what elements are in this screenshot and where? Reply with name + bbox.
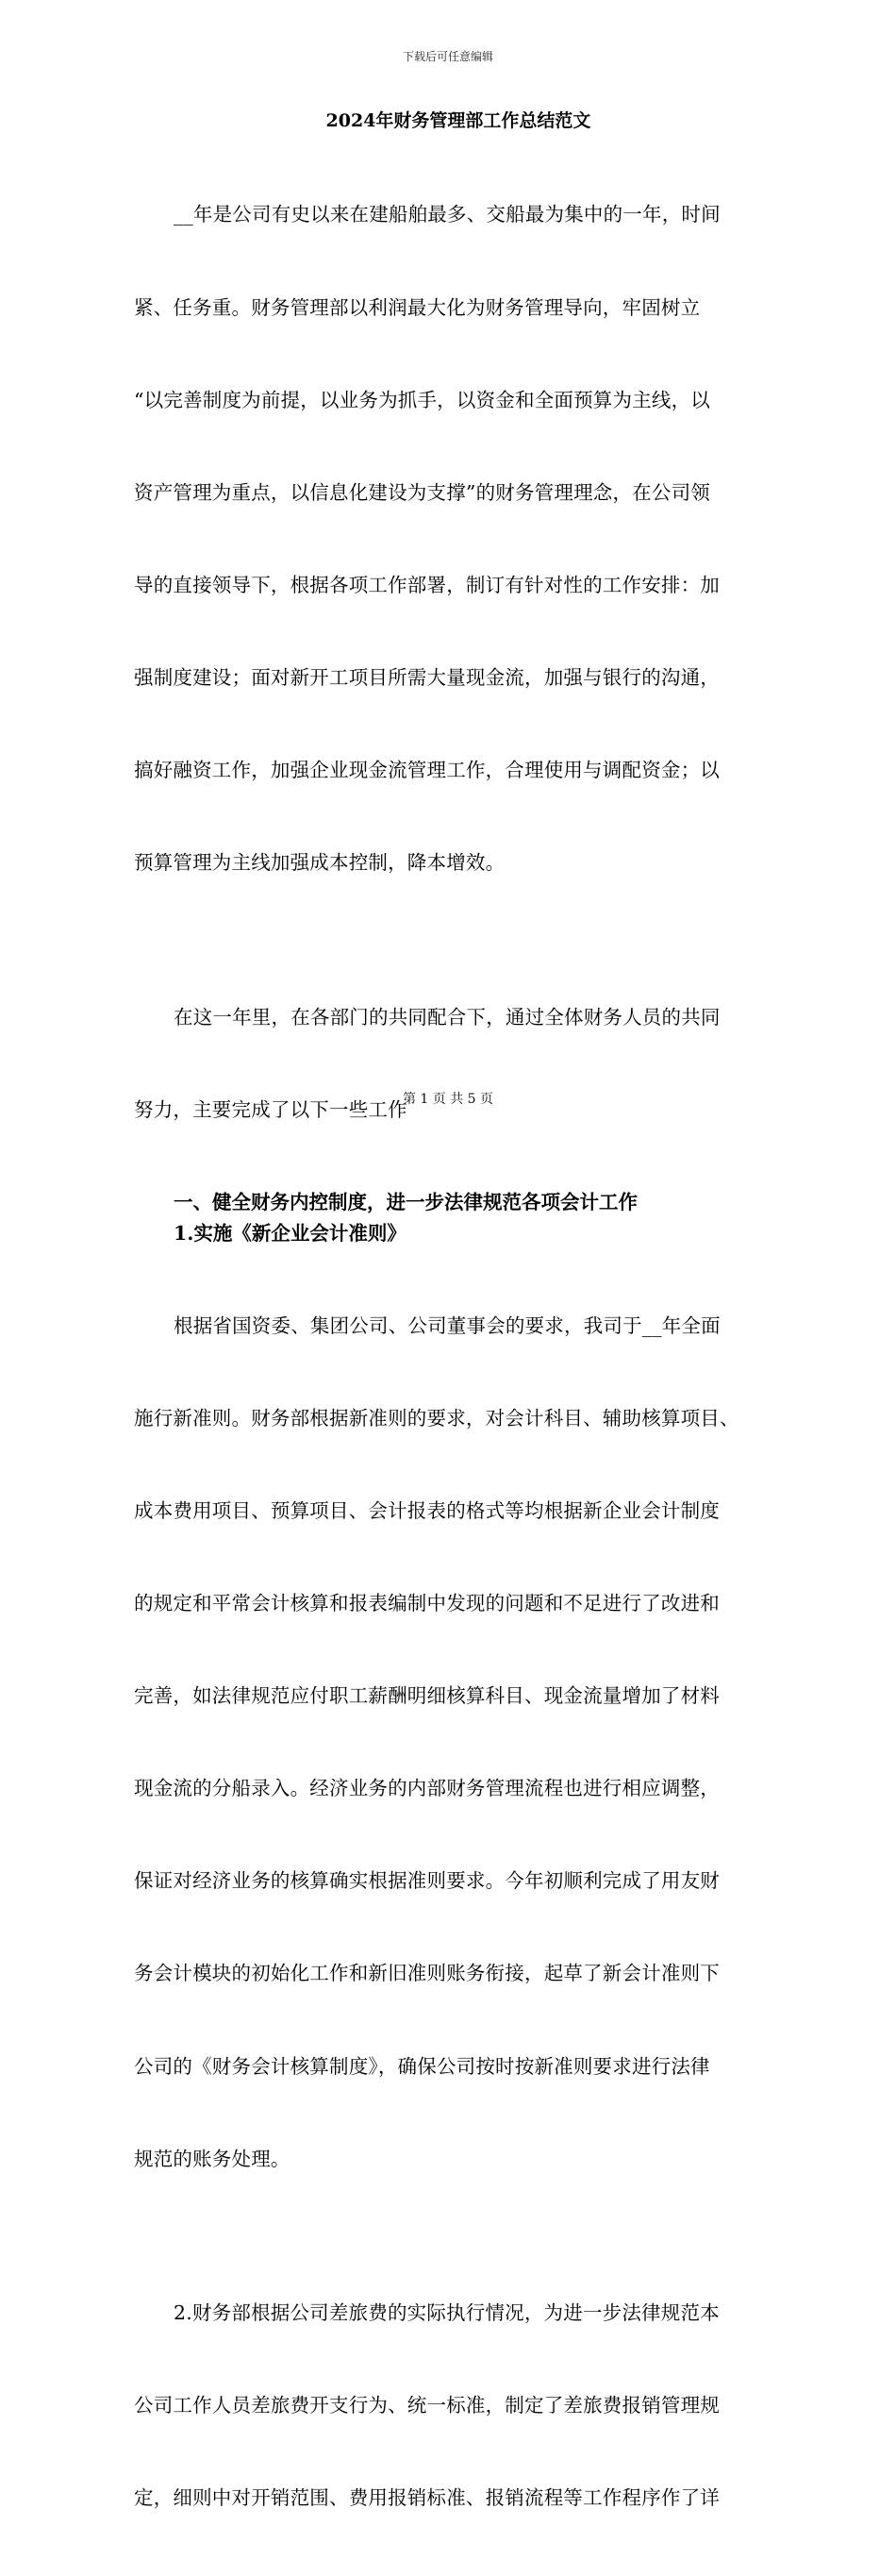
paragraph-line: 紧、任务重。财务管理部以利润最大化为财务管理导向，牢固树立 (134, 295, 701, 319)
paragraph-line: 规范的账务处理。 (134, 2147, 290, 2170)
paragraph-line: 的规定和平常会计核算和报表编制中发现的问题和不足进行了改进和 (134, 1592, 720, 1615)
paragraph-line: 根据省国资委、集团公司、公司董事会的要求，我司于__年全面 (174, 1313, 721, 1337)
paragraph-line: 在这一年里，在各部门的共同配合下，通过全体财务人员的共同 (174, 1005, 721, 1029)
paragraph-line: 2.财务部根据公司差旅费的实际执行情况，为进一步法律规范本 (174, 2301, 720, 2325)
paragraph-line: 公司工作人员差旅费开支行为、统一标准，制定了差旅费报销管理规 (134, 2394, 720, 2417)
paragraph-line: 预算管理为主线加强成本控制，降本增效。 (134, 851, 506, 875)
paragraph-line: 资产管理为重点，以信息化建设为支撑”的财务管理理念，在公司领 (134, 480, 710, 504)
paragraph-line: 现金流的分船录入。经济业务的内部财务管理流程也进行相应调整， (134, 1777, 720, 1800)
paragraph-line: “以完善制度为前提，以业务为抓手，以资金和全面预算为主线，以 (134, 388, 710, 411)
paragraph-line: 搞好融资工作，加强企业现金流管理工作，合理使用与调配资金；以 (134, 759, 720, 782)
section-paragraph-1 (134, 1248, 764, 2236)
paragraph-line: 导的直接领导下，根据各项工作部署，制订有针对性的工作安排：加 (134, 573, 720, 596)
paragraph-line: 完善，如法律规范应付职工薪酬明细核算科目、现金流量增加了材料 (134, 1684, 720, 1708)
summary-paragraph (134, 940, 764, 1187)
paragraph-line: 公司的《财务会计核算制度》，确保公司按时按新准则要求进行法律 (134, 2054, 710, 2078)
paragraph-line: 务会计模块的初始化工作和新旧准则账务衔接，起草了新会计准则下 (134, 1962, 720, 1985)
paragraph-line: 强制度建设；面对新开工项目所需大量现金流，加强与银行的沟通， (134, 665, 720, 689)
paragraph-line: __年是公司有史以来在建船舶最多、交船最为集中的一年，时间 (174, 203, 721, 226)
page-footer: 第 1 页 共 5 页 (402, 1092, 494, 1107)
subsection-heading: 1.实施《新企业会计准则》 (174, 1221, 407, 1245)
section-paragraph-2 (134, 2236, 764, 2576)
intro-paragraph (134, 138, 764, 940)
paragraph-line: 定，细则中对开销范围、费用报销标准、报销流程等工作程序作了详 (134, 2486, 720, 2510)
document-title: 2024年财务管理部工作总结范文 (325, 110, 591, 131)
paragraph-line: 保证对经济业务的核算确实根据准则要求。今年初顺利完成了用友财 (134, 1869, 720, 1893)
paragraph-line: 努力，主要完成了以下一些工作 (134, 1097, 407, 1121)
paragraph-line: 施行新准则。财务部根据新准则的要求，对会计科目、辅助核算项目、 (134, 1406, 739, 1430)
paragraph-line: 成本费用项目、预算项目、会计报表的格式等均根据新企业会计制度 (134, 1498, 720, 1522)
document-body (134, 104, 764, 2576)
page-header: 下载后可任意编辑 (402, 50, 493, 63)
section-heading: 一、健全财务内控制度，进一步法律规范各项会计工作 (174, 1190, 638, 1213)
